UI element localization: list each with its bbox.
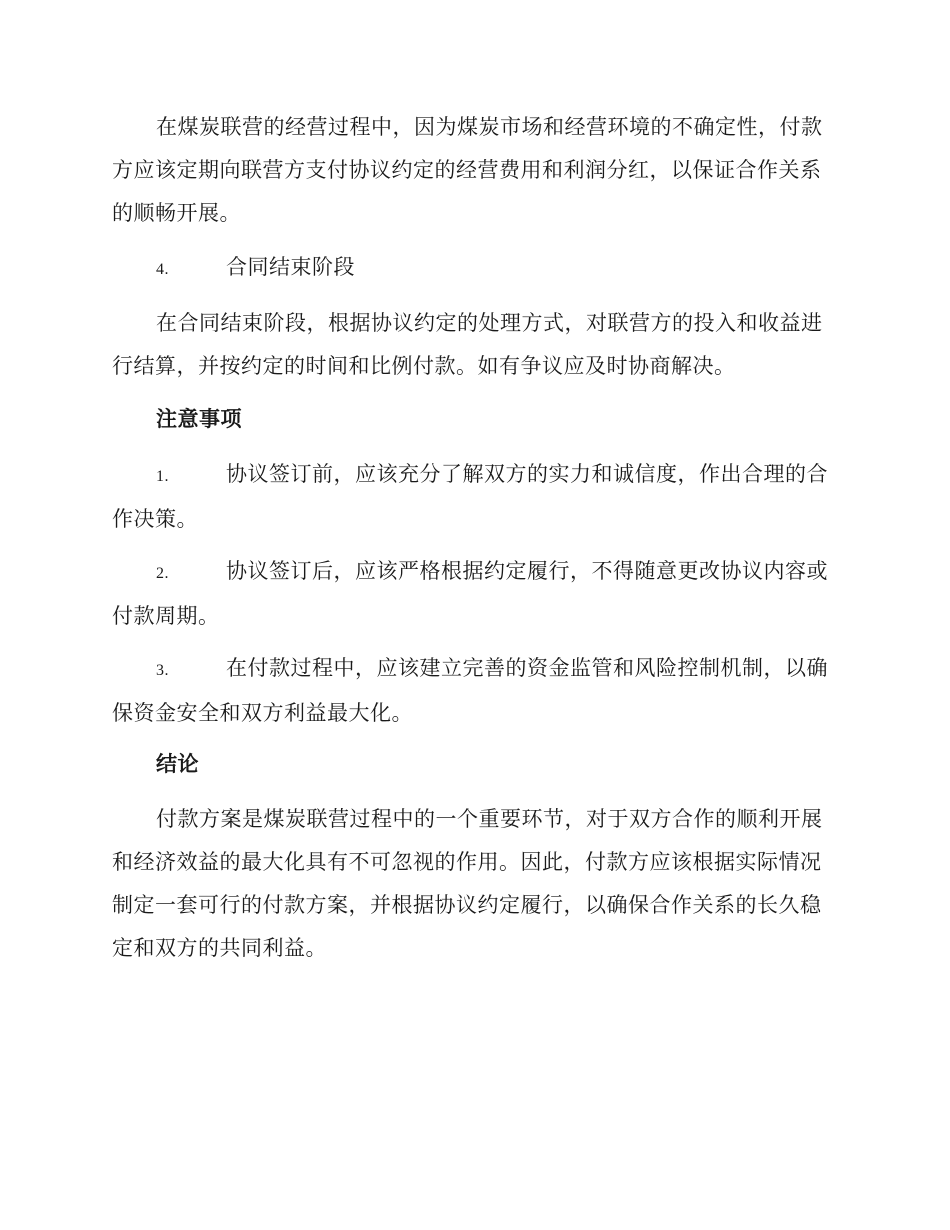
list-item-note-2 — [112, 550, 834, 638]
list-item-note-1 — [112, 453, 834, 541]
list-number: 1. — [156, 468, 169, 485]
list-item-text: 协议签订前，应该充分了解双方的实力和诚信度，作出合理的合作决策。 — [112, 462, 828, 531]
list-item-text: 协议签订后，应该严格根据约定履行，不得随意更改协议内容或付款周期。 — [112, 559, 828, 628]
list-item-text: 合同结束阶段 — [226, 255, 355, 279]
list-item-text: 在付款过程中，应该建立完善的资金监管和风险控制机制，以确保资金安全和双方利益最大化。 — [112, 656, 828, 725]
paragraph-contract-end: 在合同结束阶段，根据协议约定的处理方式，对联营方的投入和收益进行结算，并按约定的时间和比例付款。如有争议应及时协商解决。 — [112, 311, 823, 378]
list-item-stage-4 — [112, 246, 834, 291]
heading-notes: 注意事项 — [156, 407, 242, 431]
list-number: 2. — [156, 565, 169, 582]
list-number: 3. — [156, 662, 169, 679]
paragraph-conclusion: 付款方案是煤炭联营过程中的一个重要环节，对于双方合作的顺利开展和经济效益的最大化具有不可忽视的作用。因此，付款方应该根据实际情况制定一套可行的付款方案，并根据协议约定履行，以确保合作关系的长久稳定和双方的共同利益。 — [112, 807, 823, 960]
list-number: 4. — [156, 261, 169, 278]
paragraph-operating-payments: 在煤炭联营的经营过程中，因为煤炭市场和经营环境的不确定性，付款方应该定期向联营方支付协议约定的经营费用和利润分红，以保证合作关系的顺畅开展。 — [112, 115, 823, 225]
list-item-note-3 — [112, 647, 834, 735]
heading-conclusion: 结论 — [156, 752, 199, 776]
